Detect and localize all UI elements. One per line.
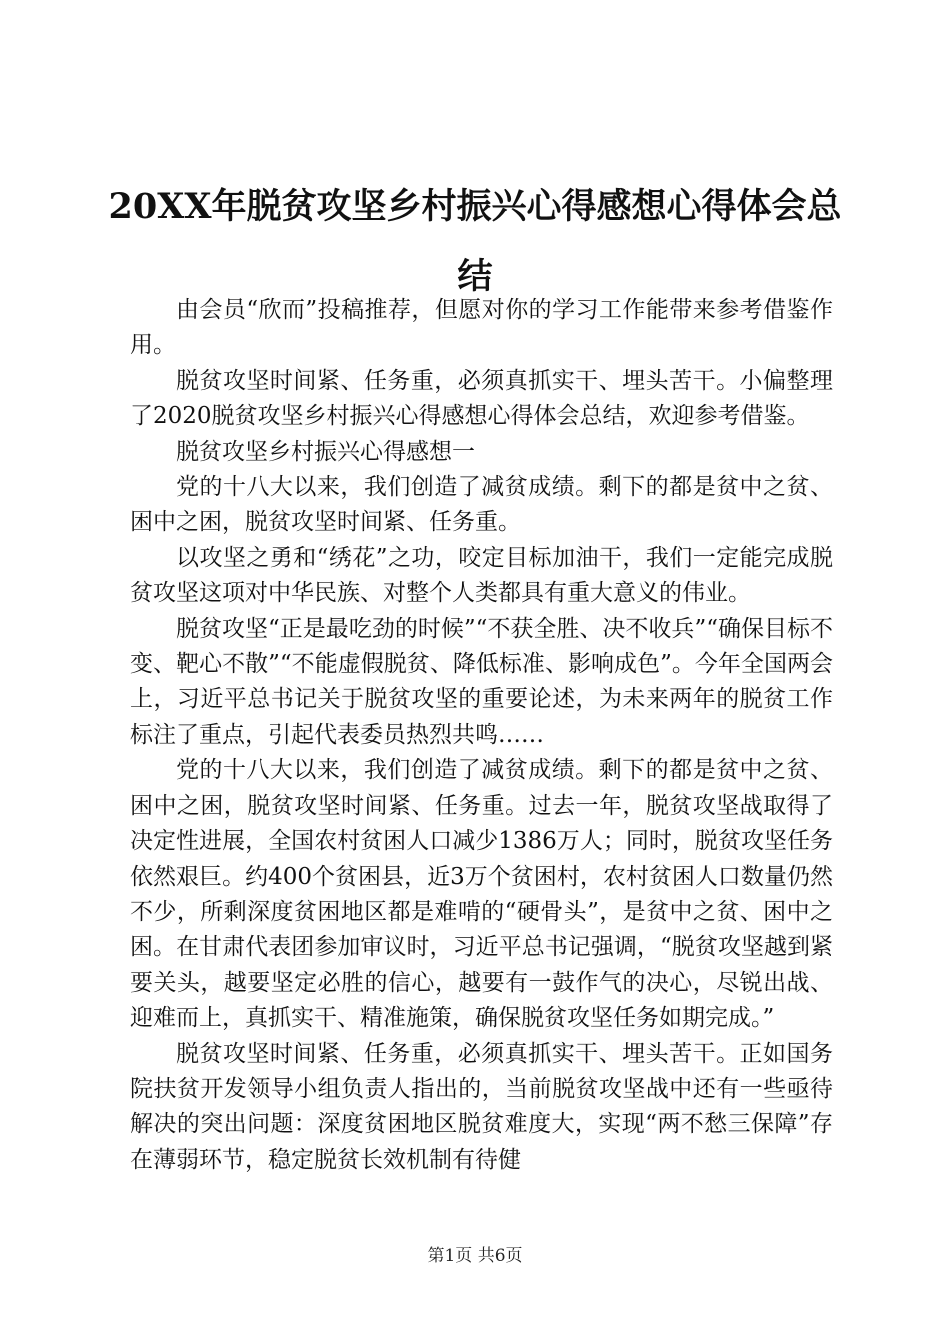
- document-title: 20XX年脱贫攻坚乡村振兴心得感想心得体会总结: [108, 186, 842, 297]
- paragraph: 以攻坚之勇和“绣花”之功，咬定目标加油干，我们一定能完成脱贫攻坚这项对中华民族、对整个人类都具有重大意义的伟业。: [130, 544, 833, 607]
- paragraph-summary: 脱贫攻坚时间紧、任务重，必须真抓实干、埋头苦干。小偏整理了2020脱贫攻坚乡村振兴心得感想心得体会总结，欢迎参考借鉴。: [130, 367, 833, 430]
- section-heading: 脱贫攻坚乡村振兴心得感想一: [176, 438, 475, 465]
- document-body: [130, 293, 833, 1178]
- paragraph: 党的十八大以来，我们创造了减贫成绩。剩下的都是贫中之贫、困中之困，脱贫攻坚时间紧、任务重。: [130, 474, 833, 536]
- paragraph: 脱贫攻坚“正是最吃劲的时候”“不获全胜、决不收兵”“确保目标不变、靶心不散”“不能虚假脱贫、降低标准、影响成色”。今年全国两会上，习近平总书记关于脱贫攻坚的重要论述，为未来两年的脱贫工作标注了重点，引起代表委员热烈共鸣……: [130, 615, 833, 748]
- paragraph: 党的十八大以来，我们创造了减贫成绩。剩下的都是贫中之贫、困中之困，脱贫攻坚时间紧、任务重。过去一年，脱贫攻坚战取得了决定性进展，全国农村贫困人口减少1386万人；同时，脱贫攻坚任务依然艰巨。约400个贫困县，近3万个贫困村，农村贫困人口数量仍然不少，所剩深度贫困地区都是难啃的“硬骨头”，是贫中之贫、困中之困。在甘肃代表团参加审议时，习近平总书记强调，“脱贫攻坚越到紧要关头，越要坚定必胜的信心，越要有一鼓作气的决心，尽锐出战、迎难而上，真抓实干、精准施策，确保脱贫攻坚任务如期完成。”: [130, 757, 833, 1032]
- page-footer: 第1页 共6页: [427, 1246, 523, 1266]
- paragraph-intro: 由会员“欣而”投稿推荐，但愿对你的学习工作能带来参考借鉴作用。: [130, 297, 833, 359]
- paragraph: 脱贫攻坚时间紧、任务重，必须真抓实干、埋头苦干。正如国务院扶贫开发领导小组负责人指出的，当前脱贫攻坚战中还有一些亟待解决的突出问题：深度贫困地区脱贫难度大，实现“两不愁三保障”存在薄弱环节，稳定脱贫长效机制有待健: [130, 1040, 833, 1173]
